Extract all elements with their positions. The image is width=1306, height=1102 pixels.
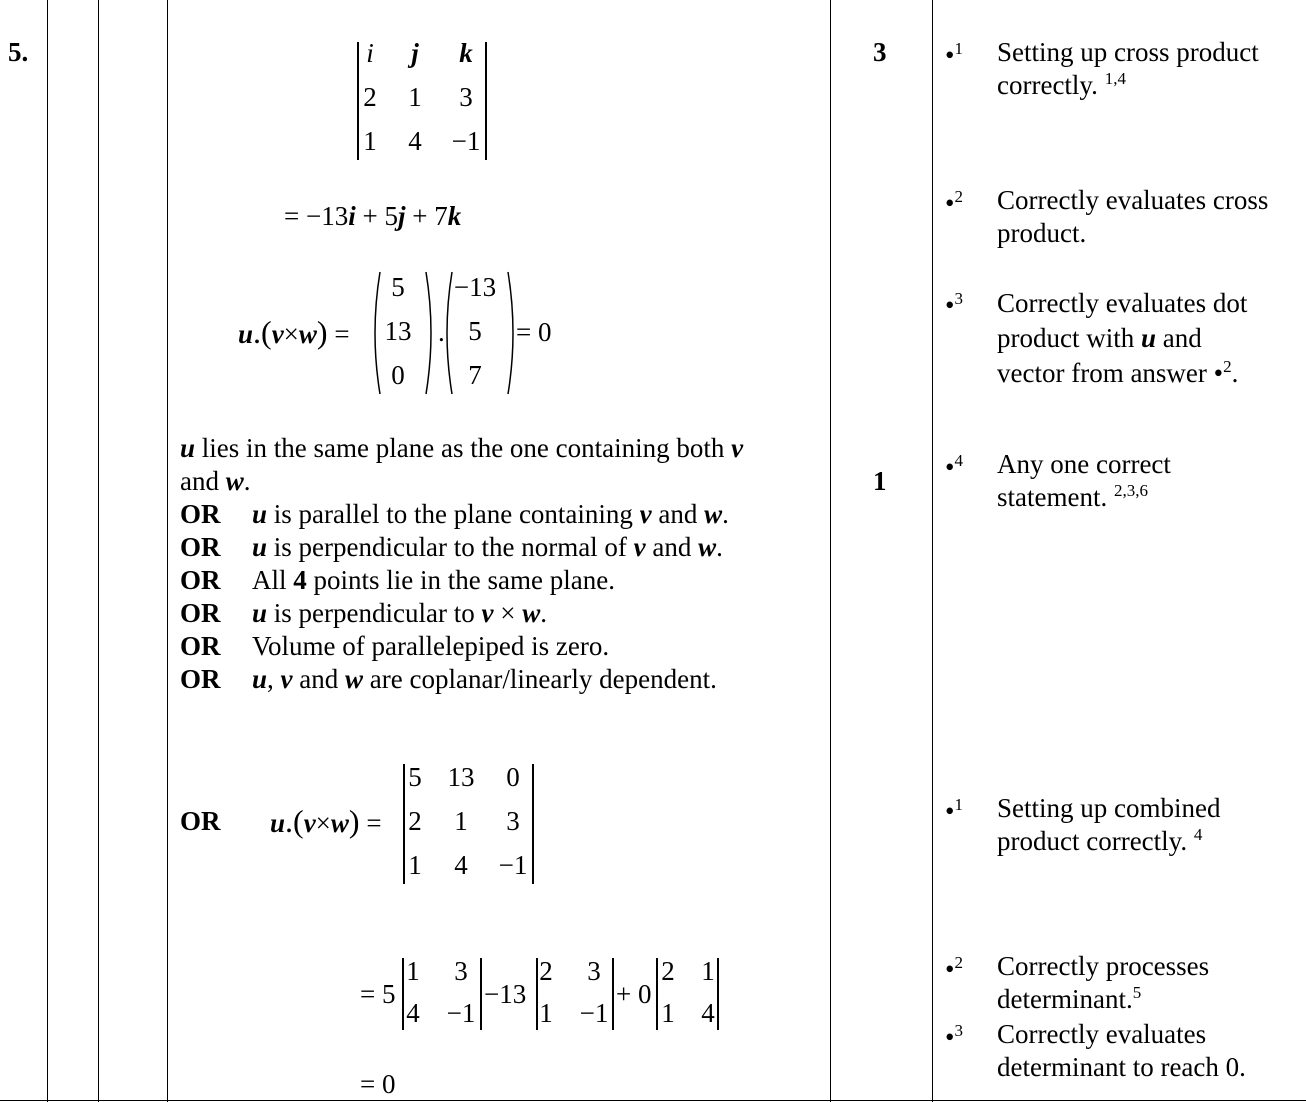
statement-main-line1: u lies in the same plane as the one containing both v	[180, 433, 744, 463]
alt-statement: Volume of parallelepiped is zero.	[252, 631, 610, 661]
or-label: OR	[180, 499, 221, 529]
note-5: Setting up combined product correctly. $^4$	[997, 793, 1221, 856]
det1-r2c0: 1	[363, 126, 377, 156]
marks-second: 1	[873, 466, 887, 496]
det1-r0c0: i	[366, 38, 374, 68]
bullet-7: •$^3$	[945, 1021, 963, 1052]
or-label: OR	[180, 664, 221, 694]
det1-r1c1: 1	[408, 82, 422, 112]
bottom-rule	[0, 1100, 1306, 1101]
det1-r2c1: 4	[408, 126, 422, 156]
note-2: Correctly evaluates cross product.	[997, 185, 1269, 248]
det1-r2c2: −1	[451, 126, 481, 156]
note-3: Correctly evaluates dot product with u and vector from answer •$^2$.	[997, 288, 1248, 388]
column-rule-4	[830, 0, 831, 1102]
note-1: Setting up cross product correctly. $^{1,4}$	[997, 37, 1259, 100]
dot-lhs: u.(v×w) =	[238, 314, 350, 350]
alt-statement: u is perpendicular to the normal of v and w.	[252, 532, 723, 562]
expansion-prefix: = 5	[360, 979, 396, 1009]
dot-result: = 0	[516, 317, 552, 347]
dot-symbol: .	[438, 317, 445, 347]
cross-product-result: = −13i + 5j + 7k	[284, 201, 462, 231]
column-rule-3	[167, 0, 168, 1102]
alt-statement: u is perpendicular to v × w.	[252, 598, 547, 628]
det1-r0c2: k	[459, 38, 473, 68]
bullet-4: •$^4$	[945, 451, 963, 482]
note-4: Any one correct statement. $^{2,3,6}$	[997, 449, 1171, 512]
bullet-3: •$^3$	[945, 289, 963, 320]
question-number: 5.	[8, 37, 29, 67]
det1-r1c2: 3	[459, 82, 473, 112]
column-rule-2	[98, 0, 99, 1102]
statement-main-line2: and w.	[180, 466, 251, 496]
alt-lhs: u.(v×w) =	[270, 803, 382, 839]
expansion-plus0: + 0	[616, 979, 652, 1009]
bullet-1: •$^1$	[945, 39, 963, 70]
or-label-alt-method: OR	[180, 806, 221, 836]
alt-statement: u, v and w are coplanar/linearly dependent.	[252, 664, 717, 694]
or-label: OR	[180, 532, 221, 562]
or-label: OR	[180, 598, 221, 628]
bullet-6: •$^2$	[945, 953, 963, 984]
bullet-5: •$^1$	[945, 795, 963, 826]
alt-statement: u is parallel to the plane containing v and w.	[252, 499, 729, 529]
final-result: = 0	[360, 1069, 396, 1099]
marks-first: 3	[873, 37, 887, 67]
column-rule-5	[932, 0, 933, 1102]
note-6: Correctly processes determinant.$^5$	[997, 951, 1210, 1014]
or-label: OR	[180, 565, 221, 595]
column-rule-1	[47, 0, 48, 1102]
or-label: OR	[180, 631, 221, 661]
det1-r0c1: j	[411, 38, 419, 68]
expansion-minus13: −13	[484, 979, 527, 1009]
alt-statement: All 4 points lie in the same plane.	[252, 565, 615, 595]
bullet-2: •$^2$	[945, 187, 963, 218]
det1-r1c0: 2	[363, 82, 377, 112]
note-7: Correctly evaluates determinant to reach 0.	[997, 1019, 1246, 1082]
